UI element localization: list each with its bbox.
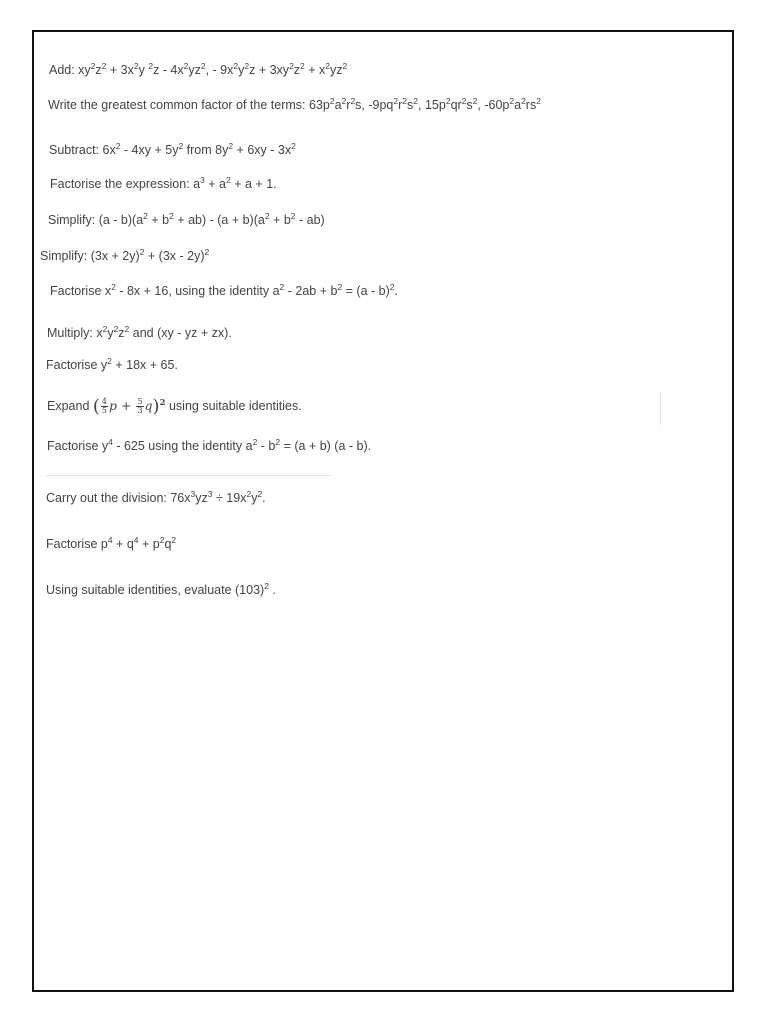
expand-expression: ( $\frac{4}{5}$ p + $\frac{5}{3}$ q)$^2$ <box>92 396 166 417</box>
divider-vertical <box>660 393 661 425</box>
question-factorise-p4: Factorise $p^4 + q^4 + p^2q^2$ <box>46 535 177 551</box>
question-expand: Expand ( $\frac{4}{5}$ p + $\frac{5}{3}$ q)$^2$ using suitable identities. <box>47 396 302 417</box>
question-factorise-y4: Factorise $y^4 - 625$ using the identity $a^2 - b^2 = (a + b)$ (a - b). <box>47 437 372 453</box>
divider-horizontal <box>46 475 331 476</box>
question-simplify-2: Simplify: $(3x + 2y)^2 + (3x - 2y)^2$ <box>40 247 210 263</box>
fraction-four-fifths: $\frac{4}{5}$ <box>101 397 107 415</box>
question-factorise-cubic: Factorise the expression: $a^3 + a^2 + a + 1$. <box>50 175 277 191</box>
question-evaluate: Using suitable identities, evaluate $(103)^2$ . <box>46 581 276 597</box>
question-factorise-y: Factorise $y^2 + 18x + 65$. <box>46 356 178 372</box>
question-factorise-quadratic: Factorise $x^2 - 8x + 16$, using the identity $a^2 - 2ab + b^2 = (a - b)^2$. <box>50 282 398 298</box>
fraction-five-thirds: $\frac{5}{3}$ <box>137 397 143 415</box>
question-subtract: Subtract: $6x^2 - 4xy + 5y^2$ from $8y^2 + 6xy - 3x^2$ <box>49 141 296 157</box>
question-division: Carry out the division: $76x^3yz^3 \div 19x^2y^2$. <box>46 489 266 505</box>
question-multiply: Multiply: $x^2y^2z^2$ and (xy - yz + zx). <box>47 324 232 340</box>
question-gcf: Write the greatest common factor of the terms: $63p^2a^2r^2s$, $-9pq^2r^2s^2$, $15p^2qr^2s^2$, $-60p^2a^2rs^2$ <box>48 96 541 112</box>
question-simplify-1: Simplify: $(a - b)(a^2 + b^2 + ab) - (a + b)(a^2 + b^2 - ab)$ <box>48 211 325 227</box>
page-frame <box>32 30 734 992</box>
question-add: Add: $xy^2z^2 + 3x^2y$ $^2z - 4x^2yz^2$, - $9x^2y^2z + 3xy^2z^2 + x^2yz^2$ <box>49 61 348 77</box>
